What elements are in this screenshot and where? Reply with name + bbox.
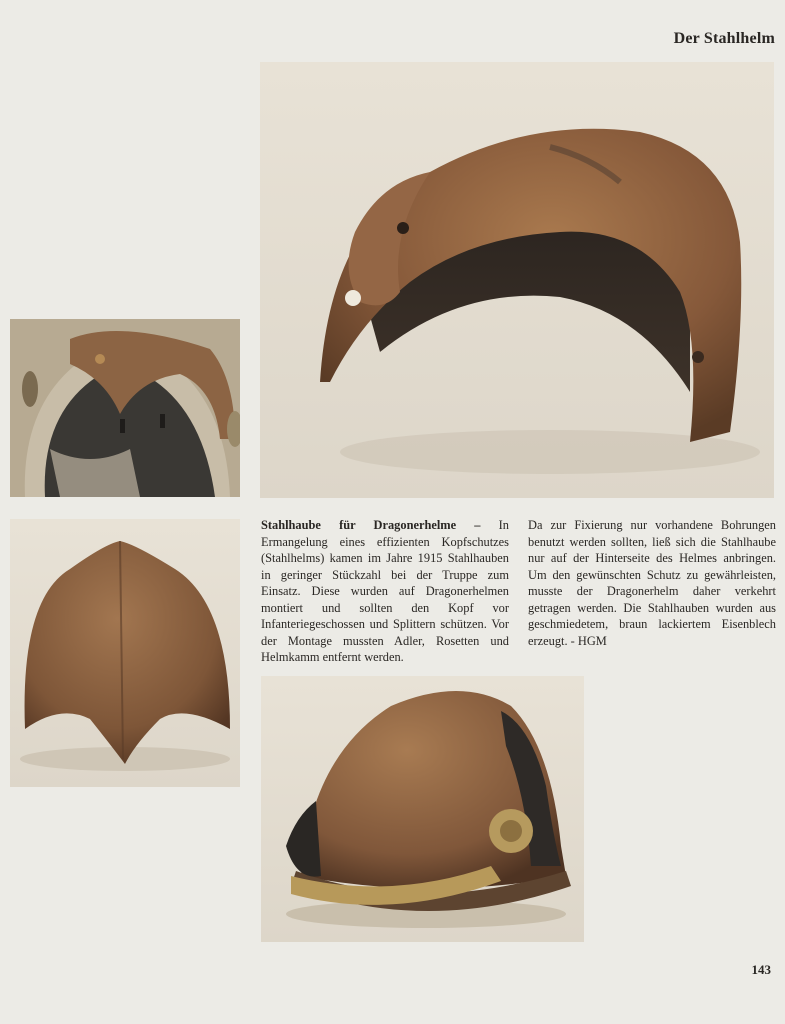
photo-dragoon-helmet-front: [10, 319, 240, 497]
caption-column-left: [261, 517, 509, 666]
caption-text-left: In Ermangelung eines effizienten Kopfschutzes (Stahlhelms) kamen im Jahre 1915 Stahlhauben in geringer Stückzahl bei der Truppe zum Einsatz. Diese wurden auf Dragonerhelmen montiert und sollten den Kopf vor Infanteriegeschossen und Splittern schützen. Vor der Montage mussten Adler, Rosetten und Helmkamm entfernt werden.: [261, 518, 509, 664]
page-number: 143: [751, 962, 771, 977]
photo-dragoon-helmet-side: [261, 676, 584, 942]
caption-heading: Stahlhaube für Dragonerhelme –: [261, 518, 481, 532]
photo-stahlhaube-side: [260, 62, 774, 498]
caption-column-right: [528, 517, 776, 649]
running-header: Der Stahlhelm: [673, 30, 775, 47]
caption-text-right: Da zur Fixierung nur vorhandene Bohrungen benutzt werden sollten, ließ sich die Stahlhaube nur auf der Hinterseite des Helmes anbringen. Um den gewünschten Schutz zu gewährleisten, musste der Dragonerhelm daher verkehrt getragen werden. Die Stahlhauben wurden aus geschmiedetem, braun lackiertem Eisenblech erzeugt. - HGM: [528, 518, 776, 648]
photo-stahlhaube-front: [10, 519, 240, 787]
